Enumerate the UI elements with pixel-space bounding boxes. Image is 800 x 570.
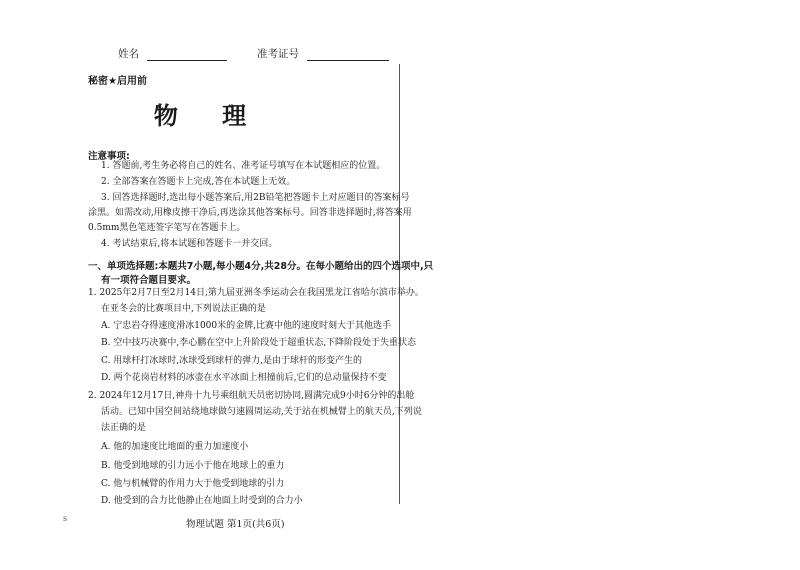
question-stem: 2. 2024年12月17日,神舟十九号乘组航天员密切协同,圆满完成9小时6分钟的出舱 [88,391,415,401]
question-stem: 活动。已知中国空间站绕地球做匀速圆周运动,关于站在机械臂上的航天员,下列说 [101,407,422,417]
question-stem: 法正确的是 [101,423,147,433]
question-stem: 1. 2025年2月7日至2月14日,第九届亚洲冬季运动会在我国黑龙江省哈尔滨市举办。 [88,288,424,298]
subject-title: 物 理 [153,101,265,130]
notice-heading: 注意事项: [88,151,130,162]
exam-id-label: 准考证号 [257,48,299,60]
question-option: C. 用球杆打冰球时,冰球受到球杆的弹力,是由于球杆的形变产生的 [101,356,363,366]
question-option: C. 他与机械臂的作用力大于他受到地球的引力 [101,479,285,489]
candidate-header [118,46,389,61]
notice-line: 涂黑。如需改动,用橡皮擦干净后,再选涂其他答案标号。回答非选择题时,将答案用 [88,208,412,218]
notice-line: 0.5mm黑色笔迹签字笔写在答题卡上。 [88,223,246,233]
section-heading: 有一项符合题目要求。 [101,275,197,286]
question-option: B. 他受到地球的引力远小于他在地球上的重力 [101,461,285,471]
notice-line: 2. 全部答案在答题卡上完成,答在本试题上无效。 [101,177,296,187]
notice-line: 3. 回答选择题时,选出每小题答案后,用2B铅笔把答题卡上对应题目的答案标号 [101,193,410,203]
page-footer: 物理试题 第1页(共6页) [186,519,285,530]
question-option: D. 他受到的合力比他静止在地面上时受到的合力小 [101,496,303,506]
corner-mark: s [63,514,68,523]
section-heading: 一、单项选择题:本题共7小题,每小题4分,共28分。在每小题给出的四个选项中,只 [88,261,434,272]
question-stem: 在亚冬会的比赛项目中,下列说法正确的是 [101,304,266,314]
secret-label: 秘密★启用前 [88,76,147,87]
question-option: A. 他的加速度比地面的重力加速度小 [101,442,249,452]
question-option: D. 两个花岗岩材料的冰壶在水平冰面上相撞前后,它们的总动量保持不变 [101,373,387,383]
notice-line: 1. 答题前,考生务必将自己的姓名、准考证号填写在本试题相应的位置。 [101,161,386,171]
name-blank [147,49,227,61]
exam-id-blank [307,49,389,61]
name-label: 姓名 [118,48,139,60]
question-option: A. 宁忠岩夺得速度滑冰1000米的金牌,比赛中他的速度时刻大于其他选手 [101,321,391,331]
notice-line: 4. 考试结束后,将本试题和答题卡一并交回。 [101,239,278,249]
question-option: B. 空中技巧决赛中,李心鹏在空中上升阶段处于超重状态,下降阶段处于失重状态 [101,338,417,348]
